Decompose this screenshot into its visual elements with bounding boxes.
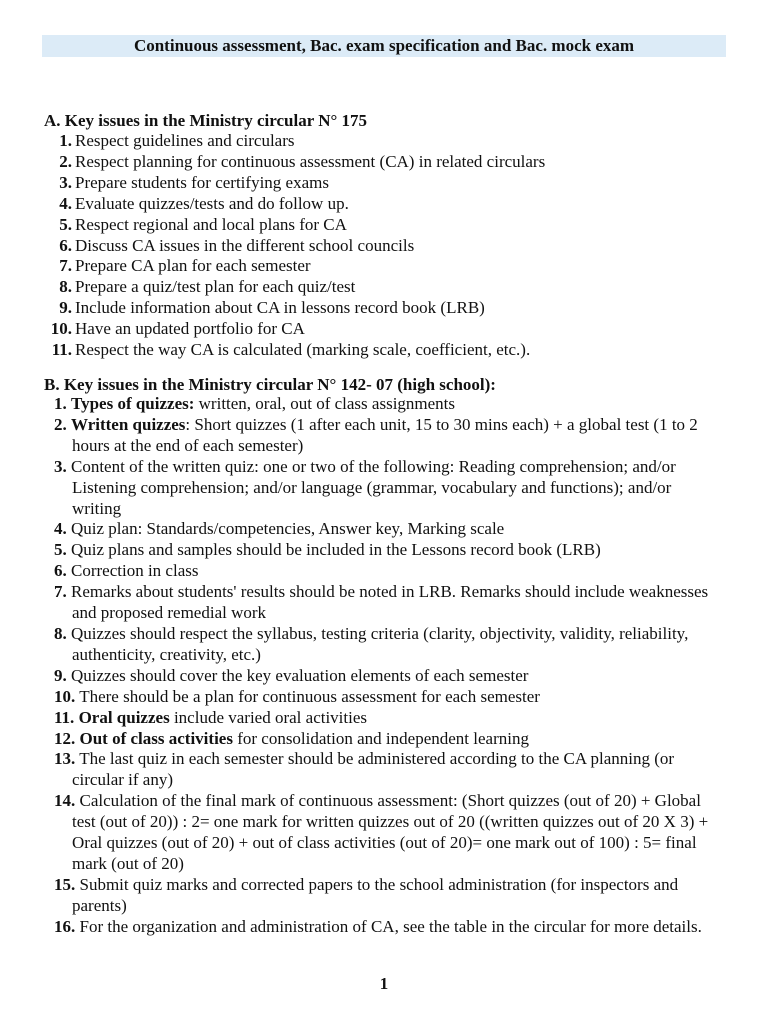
list-item xyxy=(44,749,724,791)
item-text: Discuss CA issues in the different school councils xyxy=(75,235,415,255)
list-item xyxy=(44,277,724,298)
item-text: For the organization and administration of CA, see the table in the circular for more details. xyxy=(79,916,702,936)
item-text: Respect guidelines and circulars xyxy=(75,131,295,150)
item-text: Include information about CA in lessons record book (LRB) xyxy=(75,298,485,318)
list-item xyxy=(44,319,724,340)
section-a-heading: A. Key issues in the Ministry circular N° 175 xyxy=(44,111,368,130)
item-number: 4. xyxy=(54,519,67,539)
list-item xyxy=(44,194,724,215)
item-number: 2. xyxy=(59,151,72,171)
item-bold-label: Out of class activities xyxy=(79,728,233,748)
item-number: 9. xyxy=(59,298,72,318)
item-text: Respect planning for continuous assessment (CA) in related circulars xyxy=(75,151,546,171)
item-number: 7. xyxy=(59,256,72,276)
item-text: Remarks about students' results should be noted in LRB. Remarks should include weaknesses and proposed remedial work xyxy=(71,582,709,623)
list-item xyxy=(44,582,724,624)
list-item xyxy=(44,236,724,257)
item-text: Evaluate quizzes/tests and do follow up. xyxy=(75,193,349,213)
item-number: 5. xyxy=(54,540,67,560)
list-item xyxy=(44,624,724,666)
item-text: Quiz plan: Standards/competencies, Answer key, Marking scale xyxy=(71,519,505,539)
item-number: 6. xyxy=(54,561,67,581)
list-item xyxy=(44,394,724,415)
item-number: 11. xyxy=(54,707,75,727)
item-number: 8. xyxy=(59,277,72,297)
item-text: include varied oral activities xyxy=(169,707,368,727)
list-item xyxy=(44,519,724,540)
item-number: 4. xyxy=(59,193,72,213)
item-number: 13. xyxy=(54,749,76,769)
item-text: Quizzes should cover the key evaluation elements of each semester xyxy=(71,665,529,685)
item-text: The last quiz in each semester should be administered according to the CA planning (or circular if any) xyxy=(72,749,675,790)
section-b-list xyxy=(44,394,724,938)
item-text: Correction in class xyxy=(71,561,199,581)
item-number: 5. xyxy=(59,214,72,234)
item-number: 10. xyxy=(54,686,76,706)
item-text: Quizzes should respect the syllabus, testing criteria (clarity, objectivity, validity, reliability, authenticity, creativity, etc.) xyxy=(71,623,689,664)
item-text: written, oral, out of class assignments xyxy=(194,394,456,413)
item-number: 1. xyxy=(54,394,67,413)
item-bold-label: Types of quizzes: xyxy=(71,394,195,413)
item-text: Quiz plans and samples should be included in the Lessons record book (LRB) xyxy=(71,540,601,560)
section-b-heading: B. Key issues in the Ministry circular N° 142- 07 (high school): xyxy=(44,375,496,394)
item-number: 3. xyxy=(59,172,72,192)
list-item xyxy=(44,457,724,520)
list-item xyxy=(44,666,724,687)
item-text: Content of the written quiz: one or two of the following: Reading comprehension; and/or Listening comprehension; and/or language (grammar, vocabulary and functions); and/or writing xyxy=(71,456,676,518)
item-number: 11. xyxy=(51,340,72,360)
list-item xyxy=(44,729,724,750)
list-item xyxy=(44,540,724,561)
item-text: for consolidation and independent learning xyxy=(232,728,529,748)
list-item xyxy=(44,152,724,173)
item-text: There should be a plan for continuous assessment for each semester xyxy=(79,686,540,706)
item-text: Prepare a quiz/test plan for each quiz/test xyxy=(75,277,356,297)
item-text: Calculation of the final mark of continuous assessment: (Short quizzes (out of 20) + Global test (out of 20)) : 2= one mark for written quizzes out of 20 ((written quizzes out of 20 X 3) + Oral quizzes (out of 20) + out of class activities (out of 20)= one mark out of 100) : 5= final mark (out of 20) xyxy=(72,791,709,873)
item-text: Have an updated portfolio for CA xyxy=(75,319,305,339)
item-number: 3. xyxy=(54,456,67,476)
page-number: 1 xyxy=(379,974,389,993)
item-text: Prepare CA plan for each semester xyxy=(75,256,311,276)
item-number: 2. xyxy=(54,414,67,434)
list-item xyxy=(44,173,724,194)
list-item xyxy=(44,340,724,361)
item-number: 16. xyxy=(54,916,76,936)
item-number: 10. xyxy=(50,319,72,339)
list-item xyxy=(44,917,724,938)
item-number: 8. xyxy=(54,623,67,643)
list-item xyxy=(44,791,724,875)
item-number: 14. xyxy=(54,791,76,811)
document-title: Continuous assessment, Bac. exam specification and Bac. mock exam xyxy=(42,35,726,57)
item-number: 1. xyxy=(59,131,72,150)
item-text: Submit quiz marks and corrected papers to the school administration (for inspectors and parents) xyxy=(72,874,679,915)
item-text: Prepare students for certifying exams xyxy=(75,172,329,192)
list-item xyxy=(44,215,724,236)
item-bold-label: Written quizzes xyxy=(71,414,186,434)
item-bold-label: Oral quizzes xyxy=(78,707,170,727)
list-item xyxy=(44,708,724,729)
item-number: 15. xyxy=(54,874,76,894)
item-number: 7. xyxy=(54,582,67,602)
section-a-list xyxy=(44,131,724,361)
list-item xyxy=(44,561,724,582)
list-item xyxy=(44,415,724,457)
list-item xyxy=(44,256,724,277)
item-number: 9. xyxy=(54,665,67,685)
list-item xyxy=(44,298,724,319)
list-item xyxy=(44,131,724,152)
item-text: Respect the way CA is calculated (marking scale, coefficient, etc.). xyxy=(75,340,531,360)
item-text: : Short quizzes (1 after each unit, 15 to 30 mins each) + a global test (1 to 2 hours at the end of each semester) xyxy=(72,414,698,455)
item-number: 6. xyxy=(59,235,72,255)
item-text: Respect regional and local plans for CA xyxy=(75,214,347,234)
list-item xyxy=(44,875,724,917)
list-item xyxy=(44,687,724,708)
item-number: 12. xyxy=(54,728,76,748)
